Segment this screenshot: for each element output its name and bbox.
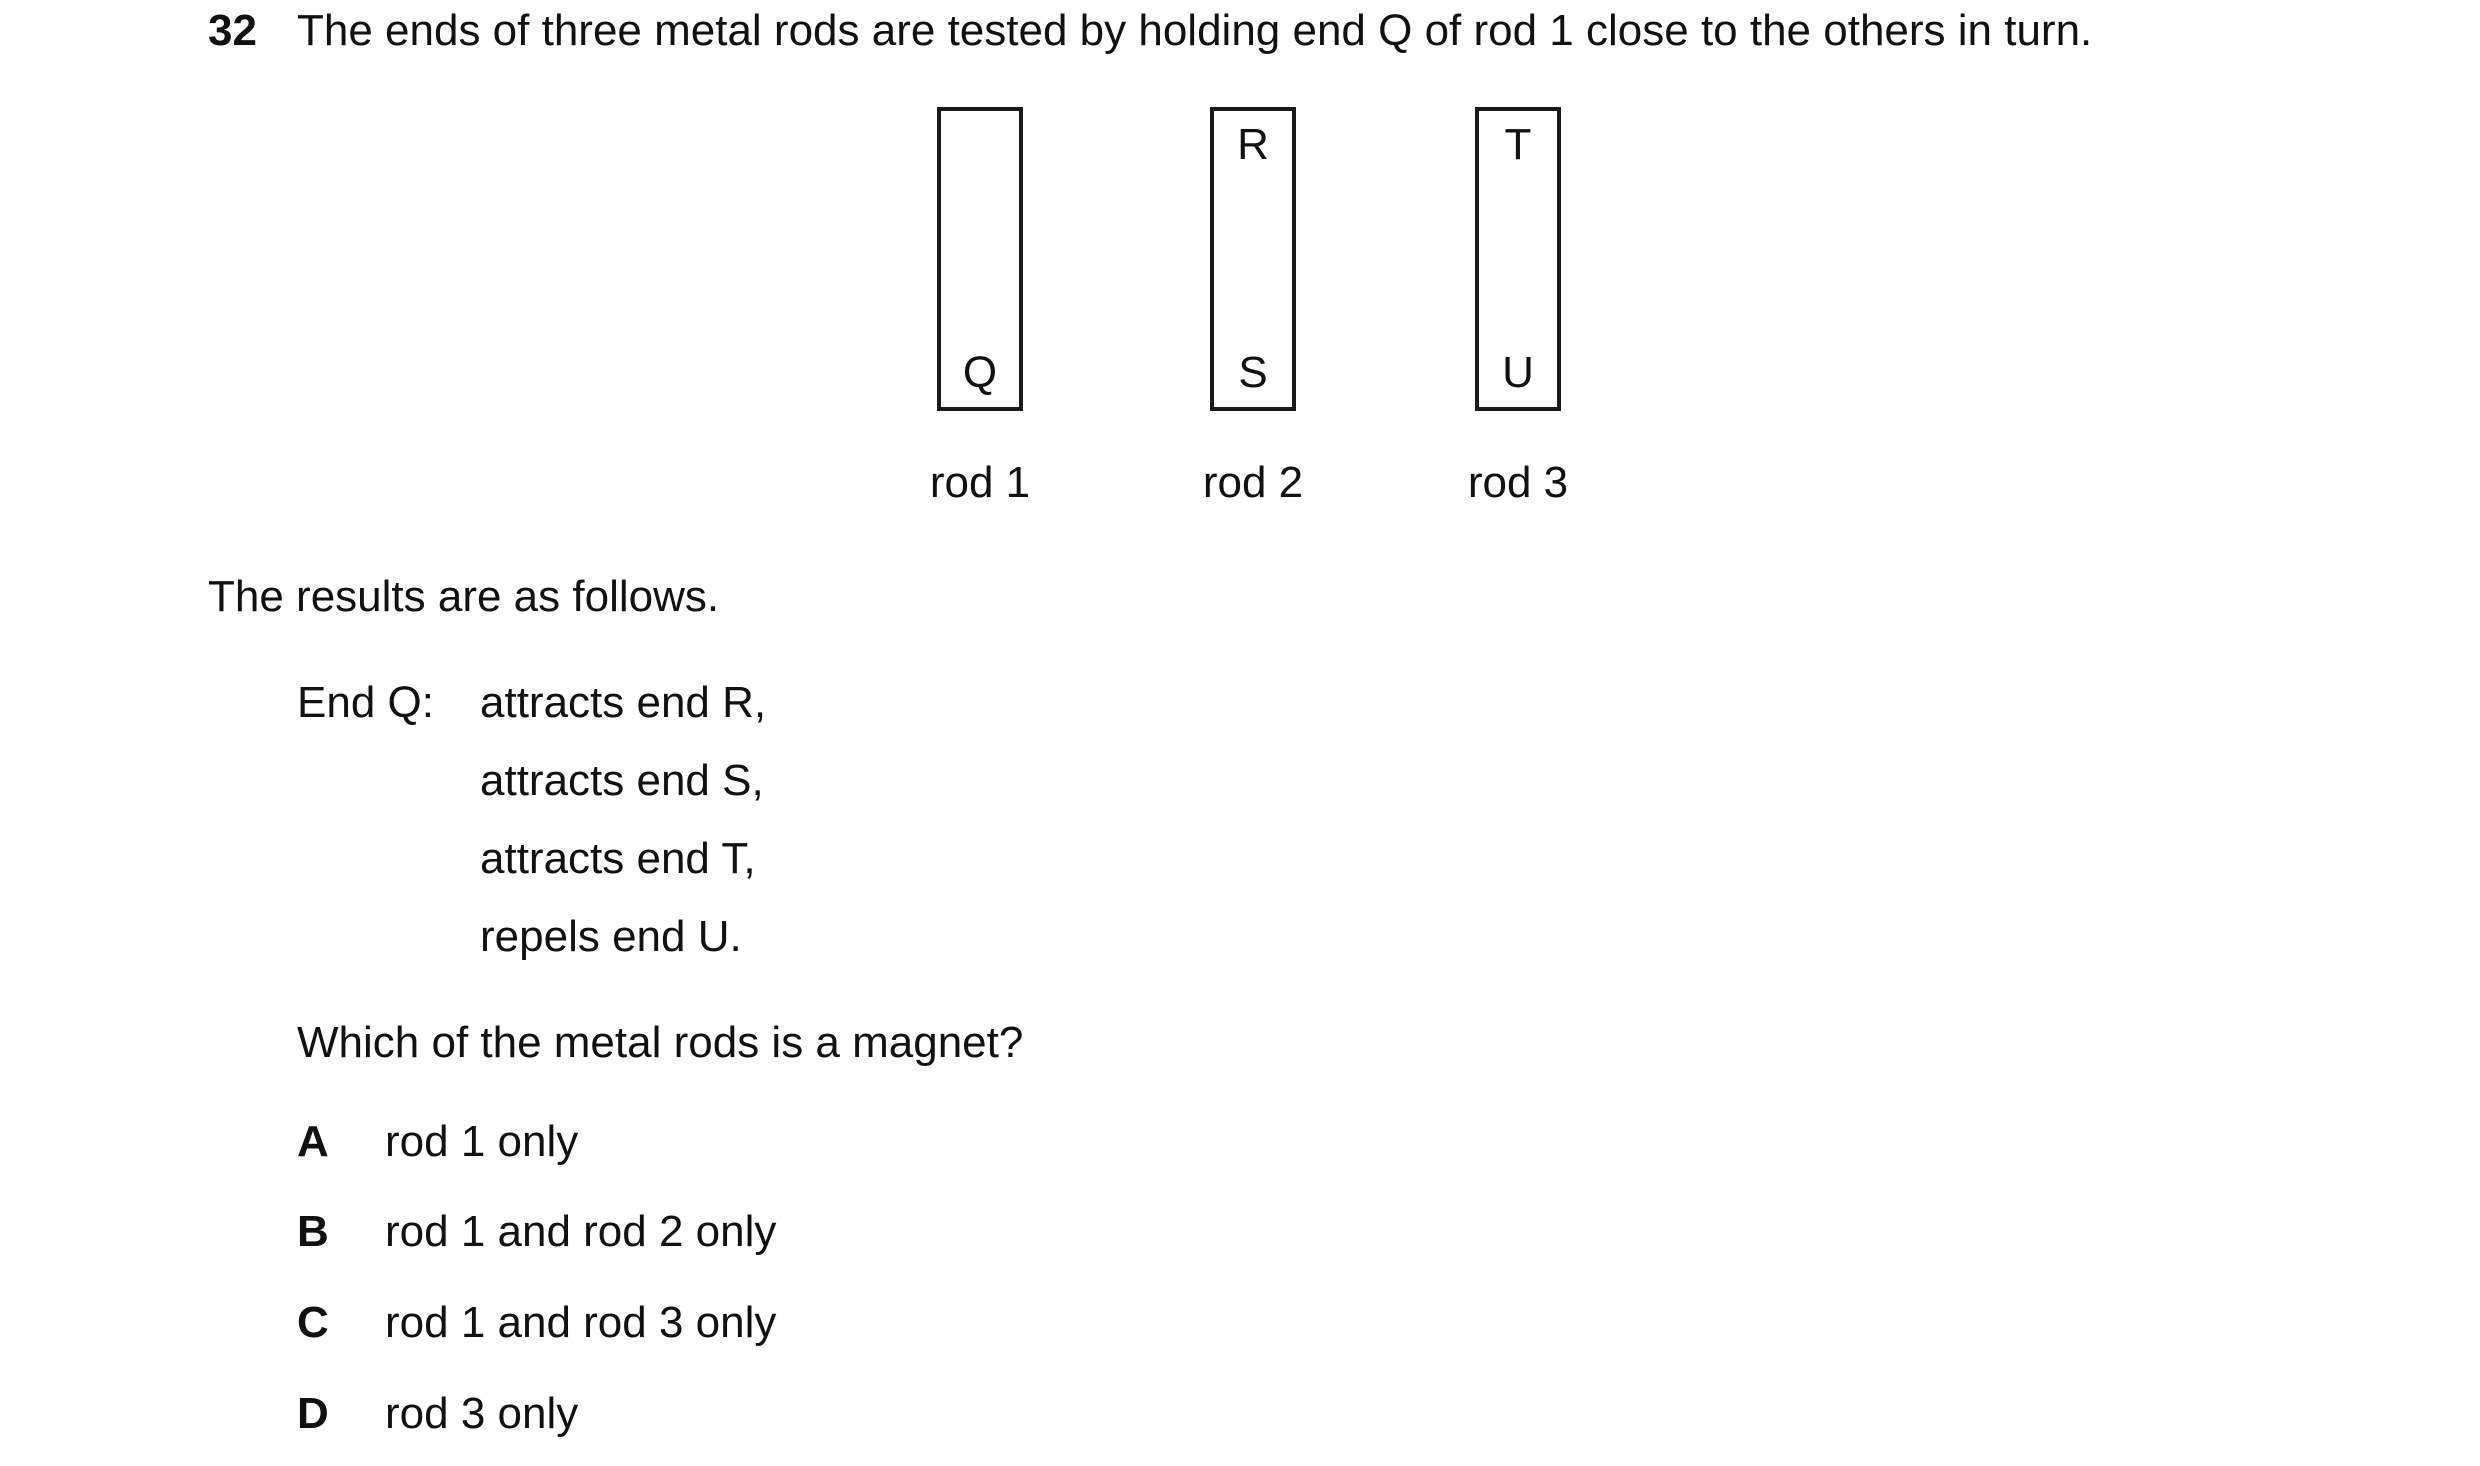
option-letter: B [297,1207,329,1256]
rod-2 [1210,107,1296,411]
result-line-t: attracts end T, [480,834,756,883]
rod-2-bottom-end: S [1238,348,1268,397]
option-letter: D [297,1389,329,1438]
question-stem: The ends of three metal rods are tested by holding end Q of rod 1 close to the others in turn. [297,6,2093,55]
rod-1 [937,107,1023,411]
rod-2-label: rod 2 [1202,458,1304,507]
result-line-r: attracts end R, [480,678,767,727]
result-line-s: attracts end S, [480,756,764,805]
option-text: rod 1 only [385,1117,579,1166]
option-text: rod 1 and rod 3 only [385,1298,777,1347]
option-text: rod 1 and rod 2 only [385,1207,777,1256]
rod-3-label: rod 3 [1467,458,1569,507]
option-letter: A [297,1117,329,1166]
rod-2-top-end: R [1237,120,1269,169]
option-letter: C [297,1298,329,1347]
rod-3 [1475,107,1561,411]
end-q-label: End Q: [297,678,434,727]
result-line-u: repels end U. [480,912,742,961]
rod-3-top-end: T [1504,120,1532,169]
rod-1-bottom-end: Q [962,348,998,397]
question-prompt: Which of the metal rods is a magnet? [297,1018,1024,1067]
option-text: rod 3 only [385,1389,579,1438]
results-intro: The results are as follows. [208,572,720,621]
rod-1-label: rod 1 [929,458,1031,507]
question-number: 32 [208,6,257,55]
rod-3-bottom-end: U [1502,348,1534,397]
